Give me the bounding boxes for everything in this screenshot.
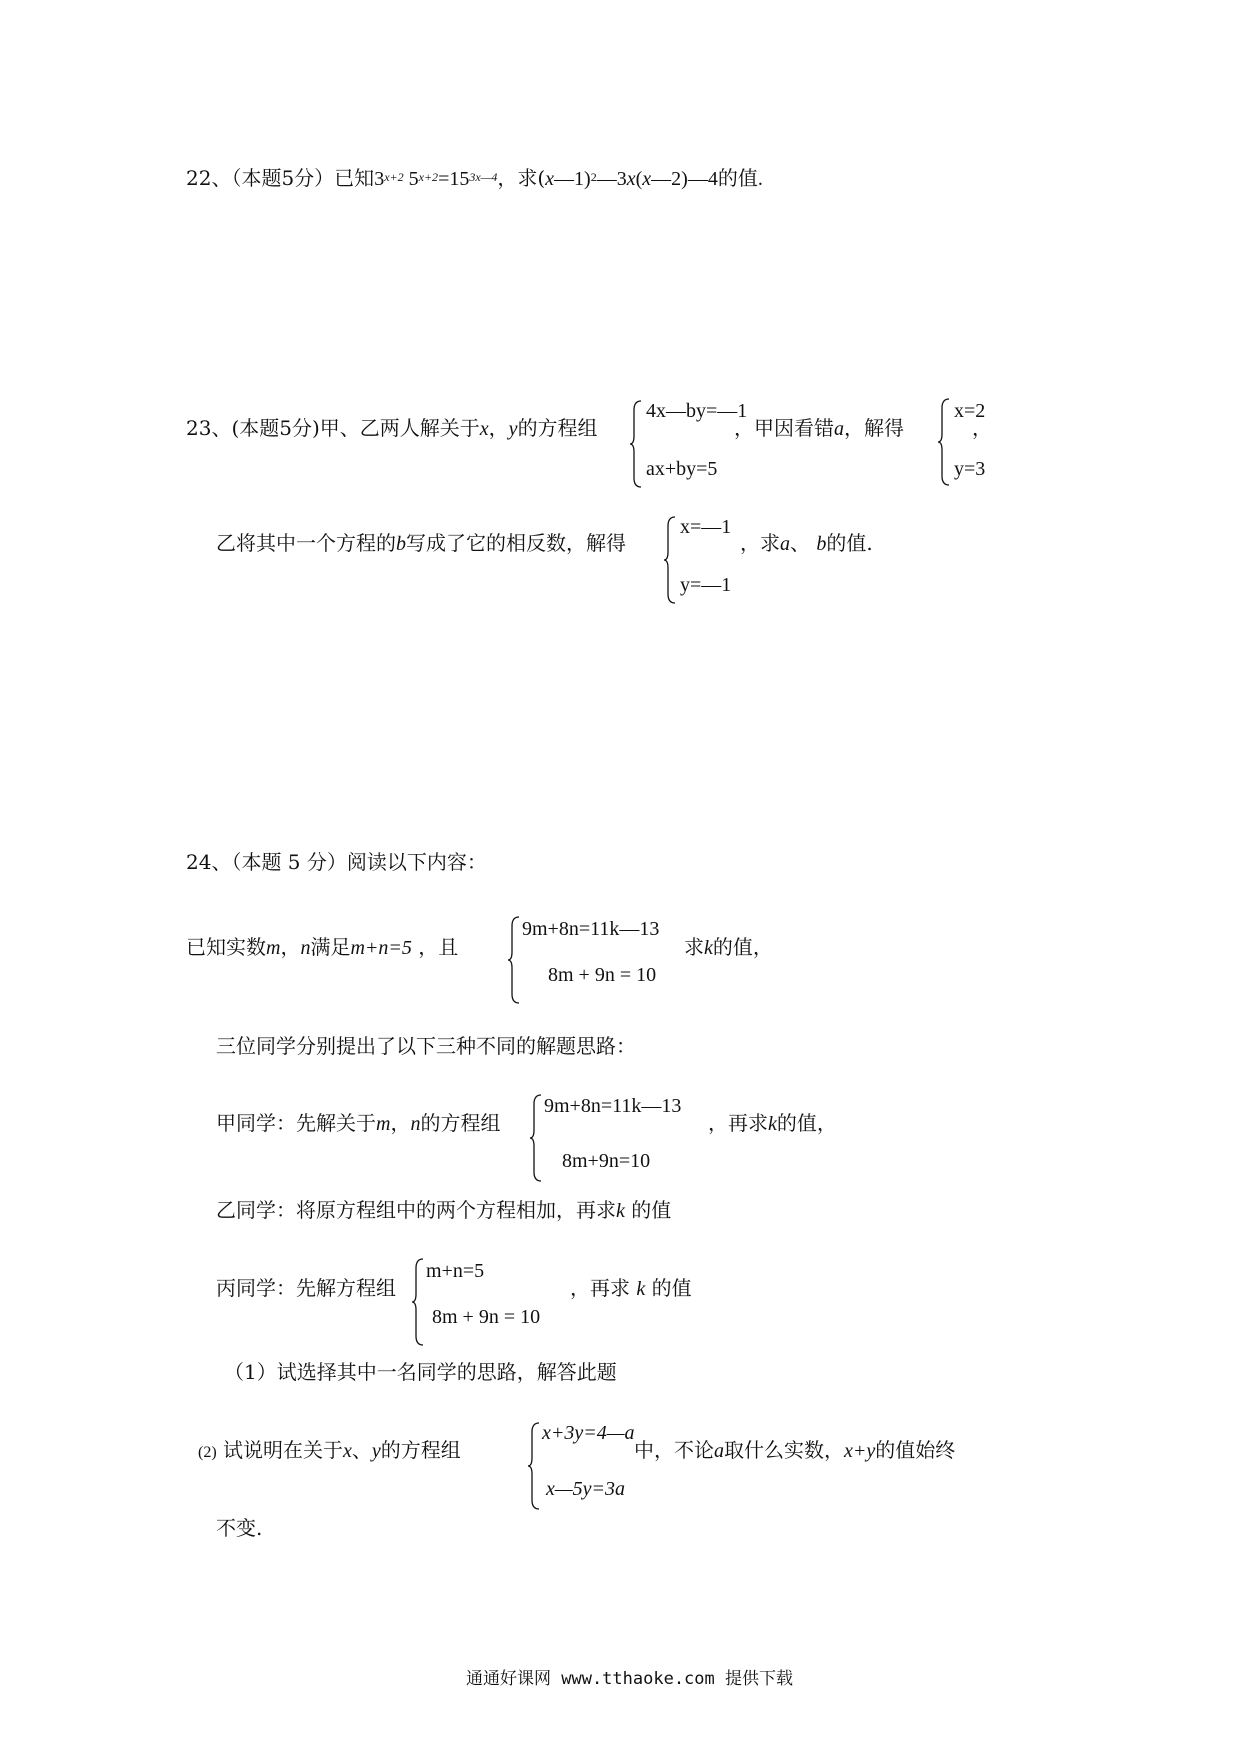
q24-given-tail — [684, 933, 773, 962]
q24-given-b: 满足 — [310, 935, 351, 959]
q23-system-eq-2: ax+by=5 — [646, 458, 718, 480]
page-footer: 通通好课网 www.tthaoke.com 提供下载 — [466, 1669, 793, 1689]
q23-solution-1-x: x=2 — [954, 400, 986, 422]
q23-mid-1: ，甲因看错 — [734, 416, 834, 440]
q24-p2-d: 取什么实数， — [724, 1438, 844, 1462]
q24-given-eq-2: 8m + 9n = 10 — [548, 964, 657, 986]
q24-jia-a: 甲同学：先解关于 — [216, 1111, 376, 1135]
q24-bing-a: 丙同学：先解方程组 — [216, 1276, 396, 1300]
q23-var-b: b — [396, 533, 406, 555]
q24-var-m: m — [266, 937, 281, 959]
q23-solution-1-y: y=3 — [954, 458, 986, 480]
q24-bing-brace — [412, 1256, 426, 1348]
q24-jia-tail-a: ，再求 — [708, 1111, 768, 1135]
q24-bing-eq-1: m+n=5 — [426, 1260, 485, 1282]
left-brace-icon — [528, 1420, 542, 1512]
q24-p2-var-x: x — [343, 1440, 352, 1462]
q24-p2-sep: 、 — [351, 1438, 372, 1462]
question-23-line-1 — [186, 414, 598, 443]
left-brace-icon — [412, 1256, 426, 1348]
q24-p2-tail — [634, 1436, 955, 1465]
q23-system-eq-1: 4x—by=—1 — [646, 400, 748, 422]
q24-var-k: k — [704, 937, 713, 959]
q24-given-c: ，且 — [411, 935, 459, 959]
q24-p2-var-xy: x+y — [844, 1440, 876, 1462]
q22-part-2: —3 — [596, 168, 627, 190]
q24-p2-brace — [528, 1420, 542, 1512]
q24-given-tail-a: 求 — [684, 935, 704, 959]
q22-var-x2: x — [626, 168, 636, 190]
q22-var-x3: x — [642, 168, 652, 190]
q23-var-a: a — [834, 418, 844, 440]
q24-yi-a: 乙同学：将原方程组中的两个方程相加，再求 — [216, 1198, 616, 1222]
q22-lead: 22、（本题5分）已知 — [186, 166, 375, 190]
q24-jia — [216, 1109, 500, 1138]
q24-p2-a: 试说明在关于 — [216, 1438, 344, 1462]
left-brace-icon — [664, 514, 678, 606]
q24-condition: m+n=5 — [350, 937, 412, 959]
q22-base-2: 5 — [403, 168, 419, 190]
q24-jia-brace — [530, 1092, 544, 1184]
q24-bing-tail — [570, 1274, 692, 1303]
q23-line2-tail: ，求 — [740, 531, 780, 555]
q23-system-brace — [630, 398, 644, 490]
q23-line2-mid: 写成了它的相反数，解得 — [406, 531, 626, 555]
q23-var-b2: b — [816, 533, 827, 555]
q24-part-1: （1）试选择其中一名同学的思路，解答此题 — [224, 1360, 617, 1384]
left-brace-icon — [508, 914, 522, 1006]
q22-var-x1: x — [545, 168, 555, 190]
q24-jia-b: 的方程组 — [420, 1111, 501, 1135]
q24-given-a: 已知实数 — [186, 935, 266, 959]
q23-mid — [734, 414, 904, 443]
q24-given — [186, 933, 458, 962]
q24-bing-tail-b: 的值 — [645, 1276, 692, 1300]
q22-part-3: ( — [635, 168, 643, 190]
q24-given-eq-1: 9m+8n=11k—13 — [522, 918, 660, 940]
q22-equals: =15 — [438, 168, 470, 190]
q23-end-comma: ， — [972, 416, 992, 440]
q24-intro: 三位同学分别提出了以下三种不同的解题思路： — [216, 1034, 636, 1058]
q24-p2-c: 中，不论 — [634, 1438, 714, 1462]
q24-jia-eq-1: 9m+8n=11k—13 — [544, 1095, 682, 1117]
q22-exp-3: 3x—4 — [469, 170, 498, 184]
q24-jia-eq-2: 8m+9n=10 — [562, 1150, 651, 1172]
q24-p2-var-y: y — [371, 1440, 381, 1462]
q24-p2-eq-1: x+3y=4—a — [542, 1422, 635, 1444]
q23-solution-2-y: y=—1 — [680, 574, 732, 596]
q23-end: 的值. — [826, 531, 873, 555]
q22-exp-1: x+2 — [384, 170, 404, 184]
q24-p2-eq-2: x—5y=3a — [546, 1478, 626, 1500]
q23-line2-lead: 乙将其中一个方程的 — [216, 531, 396, 555]
q24-jia-tail — [708, 1109, 837, 1138]
q24-given-brace — [508, 914, 522, 1006]
q23-solution-2-x: x=—1 — [680, 516, 732, 538]
q24-jia-var-m: m — [376, 1113, 391, 1135]
q23-var-a2: a — [780, 533, 790, 555]
q24-bing-tail-a: ，再求 — [570, 1276, 637, 1300]
left-brace-icon — [630, 398, 644, 490]
question-22 — [186, 164, 763, 195]
q24-jia-var-k: k — [768, 1113, 777, 1135]
q24-jia-tail-b: 的值， — [776, 1111, 837, 1135]
q23-comma: ， — [488, 416, 509, 440]
q24-part-2 — [198, 1436, 461, 1467]
question-23-line-2 — [216, 529, 626, 558]
q23-solution-1-brace — [938, 396, 952, 488]
q22-part-1: —1) — [554, 168, 591, 190]
q23-sep: 、 — [790, 531, 817, 555]
left-brace-icon — [530, 1092, 544, 1184]
q24-yi — [216, 1196, 671, 1225]
q23-tail: 的方程组 — [517, 416, 598, 440]
q22-base-1: 3 — [374, 168, 385, 190]
q23-var-y: y — [508, 418, 518, 440]
q24-bing — [216, 1274, 396, 1302]
q22-exp-2: x+2 — [418, 170, 439, 184]
q24-given-tail-b: 的值， — [712, 935, 773, 959]
q23-lead: 23、(本题5分)甲、乙两人解关于 — [186, 416, 480, 440]
q24-var-n: n — [300, 937, 311, 959]
q24-p2-end: 不变. — [216, 1516, 263, 1540]
q24-bing-var-k: k — [636, 1278, 646, 1300]
q24-jia-comma: ， — [390, 1111, 411, 1135]
left-brace-icon — [938, 396, 952, 488]
q24-yi-b: 的值 — [624, 1198, 672, 1222]
q24-p2-b: 的方程组 — [380, 1438, 461, 1462]
q24-yi-var-k: k — [616, 1200, 625, 1222]
q23-line2-end — [740, 529, 873, 558]
q24-p2-num: (2) — [198, 1444, 217, 1461]
q24-comma: ， — [280, 935, 301, 959]
q23-solution-2-brace — [664, 514, 678, 606]
q24-p2-e: 的值始终 — [875, 1438, 956, 1462]
q22-mid: ，求( — [497, 166, 546, 190]
q24-bing-eq-2: 8m + 9n = 10 — [432, 1306, 541, 1328]
q22-part-4: —2)—4的值. — [651, 168, 763, 190]
q24-p2-var-a: a — [714, 1440, 724, 1462]
q24-jia-var-n: n — [410, 1113, 421, 1135]
question-24-lead: 24、（本题 5 分）阅读以下内容： — [186, 850, 487, 874]
q22-exp-4: 2 — [590, 170, 597, 184]
q23-var-x: x — [479, 418, 489, 440]
q23-mid-2: ，解得 — [844, 416, 904, 440]
